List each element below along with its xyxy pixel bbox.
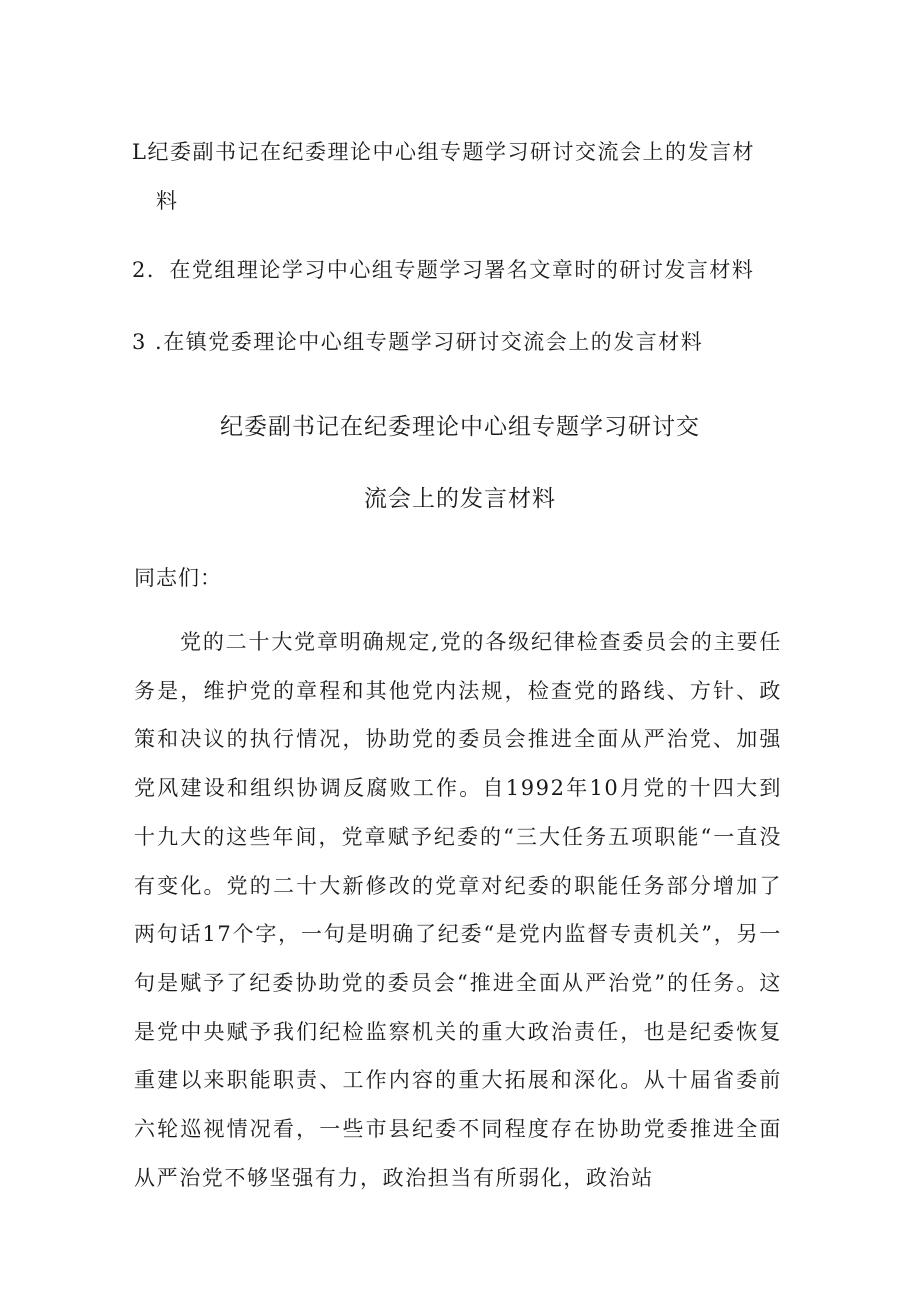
article-title-line-2: 流会上的发言材料: [364, 486, 556, 512]
body-paragraph: 党的二十大党章明确规定,党的各级纪律检查委员会的主要任务是，维护党的章程和其他党内法规，检查党的路线、方针、政策和决议的执行情况，协助党的委员会推进全面从严治党、加强党风建设和组织协调反腐败工作。自1992年10月党的十四大到十九大的这些年间，党章赋予纪委的“三大任务五项职能“一直没有变化。党的二十大新修改的党章对纪委的职能任务部分增加了两句话17个字，一句是明确了纪委“是党内监督专责机关”，另一句是赋予了纪委协助党的委员会“推进全面从严治党”的任务。这是党中央赋予我们纪检监察机关的重大政治责任，也是纪委恢复重建以来职能职责、工作内容的重大拓展和深化。从十届省委前六轮巡视情况看，一些市县纪委不同程度存在协助党委推进全面从严治党不够坚强有力，政治担当有所弱化，政治站: [134, 630, 782, 1190]
toc-item-3: 3 .在镇党委理论中心组专题学习研讨交流会上的发言材料: [132, 330, 704, 354]
toc-item-1-continued: 料: [156, 189, 179, 213]
salutation: 同志们：: [134, 566, 222, 590]
article-title-line-1: 纪委副书记在纪委理论中心组专题学习研讨交: [220, 414, 700, 440]
toc-item-2: 2．在党组理论学习中心组专题学习署名文章时的研讨发言材料: [132, 258, 755, 282]
toc-item-1: L纪委副书记在纪委理论中心组专题学习研讨交流会上的发言材: [132, 140, 755, 164]
